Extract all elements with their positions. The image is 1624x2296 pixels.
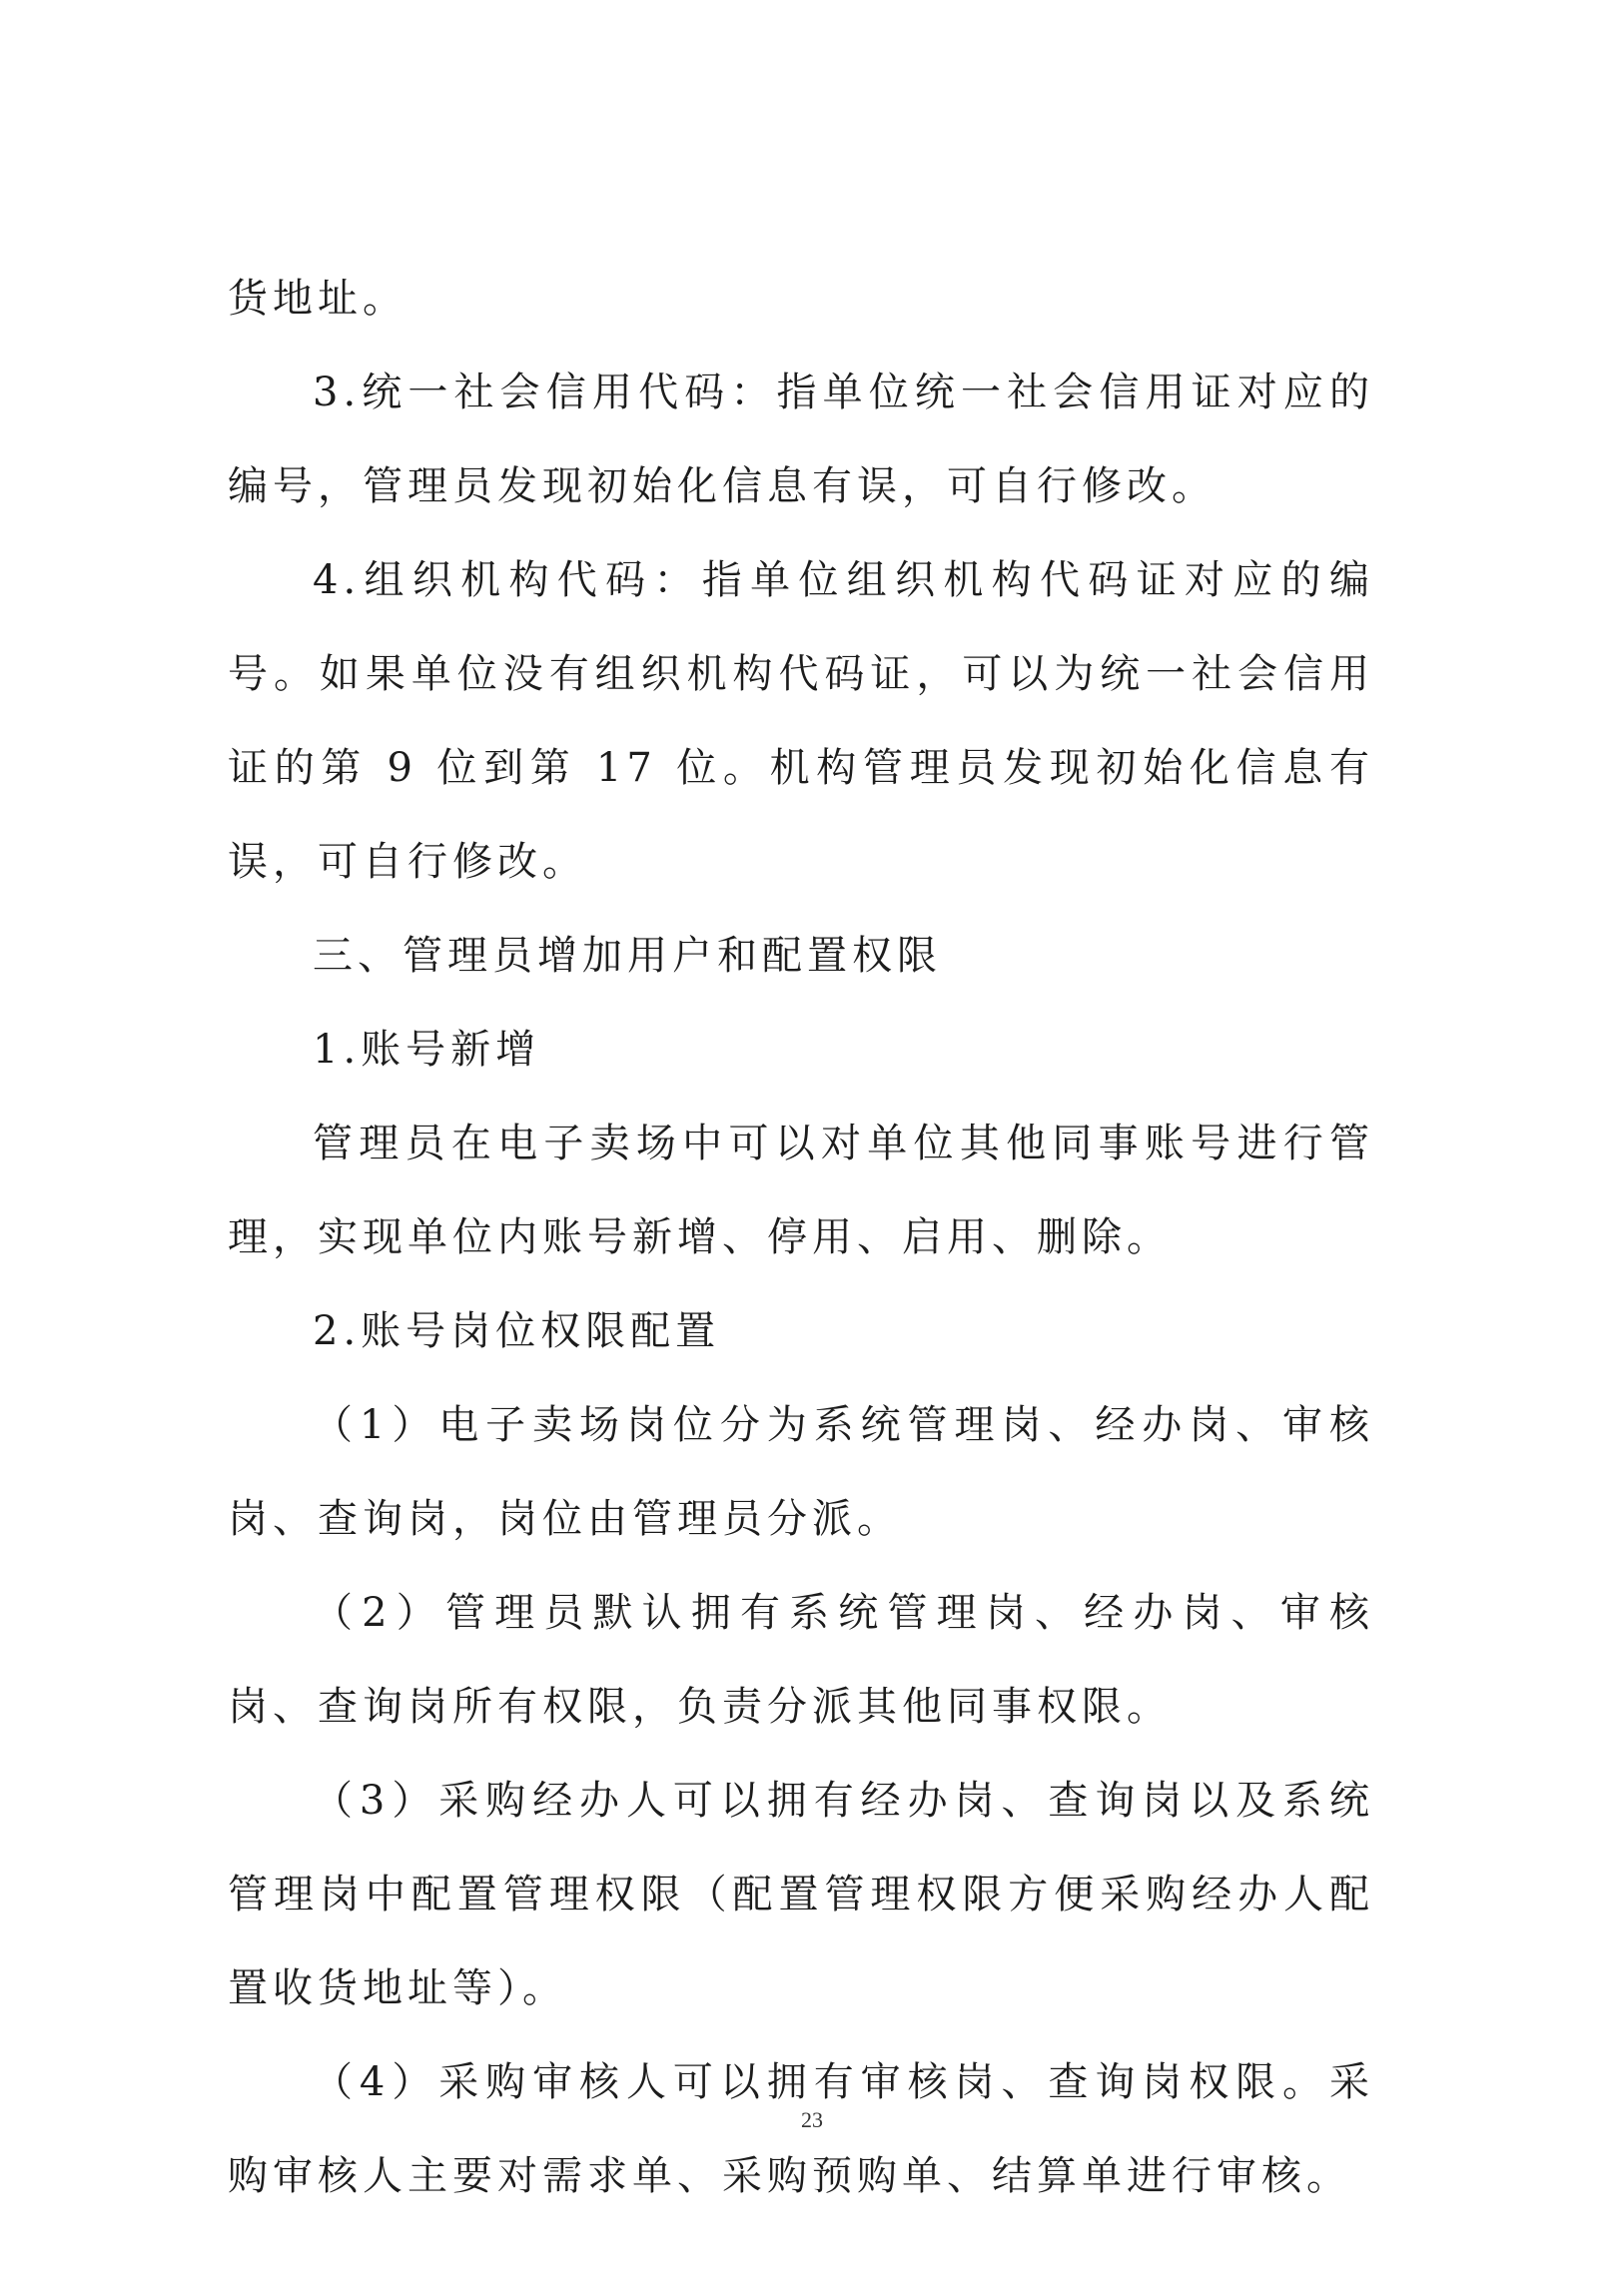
list-item-3: （3）采购经办人可以拥有经办岗、查询岗以及系统管理岗中配置管理权限（配置管理权限方便采购经办人配置收货地址等）。 <box>228 1778 1374 2011</box>
list-item-4: （4）采购审核人可以拥有审核岗、查询岗权限。采购审核人主要对需求单、采购预购单、结算单进行审核。 <box>228 2059 1374 2199</box>
list-item-1: （1）电子卖场岗位分为系统管理岗、经办岗、审核岗、查询岗，岗位由管理员分派。 <box>228 1402 1374 1542</box>
section-heading: 三、管理员增加用户和配置权限 <box>313 933 942 979</box>
subheading-permission-config: 2.账号岗位权限配置 <box>313 1308 721 1354</box>
paragraph-organization-code: 4.组织机构代码：指单位组织机构代码证对应的编号。如果单位没有组织机构代码证，可以为统一社会信用证的第 9 位到第 17 位。机构管理员发现初始化信息有误，可自行修改。 <box>228 557 1374 885</box>
subheading-account-add: 1.账号新增 <box>313 1027 541 1073</box>
paragraph-account-management: 管理员在电子卖场中可以对单位其他同事账号进行管理，实现单位内账号新增、停用、启用、删除。 <box>228 1121 1374 1260</box>
paragraph-credit-code: 3.统一社会信用代码：指单位统一社会信用证对应的编号，管理员发现初始化信息有误，可自行修改。 <box>228 370 1374 509</box>
paragraph-continuation: 货地址。 <box>228 276 407 322</box>
page-number: 23 <box>801 2107 823 2132</box>
list-item-2: （2）管理员默认拥有系统管理岗、经办岗、审核岗、查询岗所有权限，负责分派其他同事权限。 <box>228 1590 1374 1730</box>
document-body <box>228 252 1374 2223</box>
